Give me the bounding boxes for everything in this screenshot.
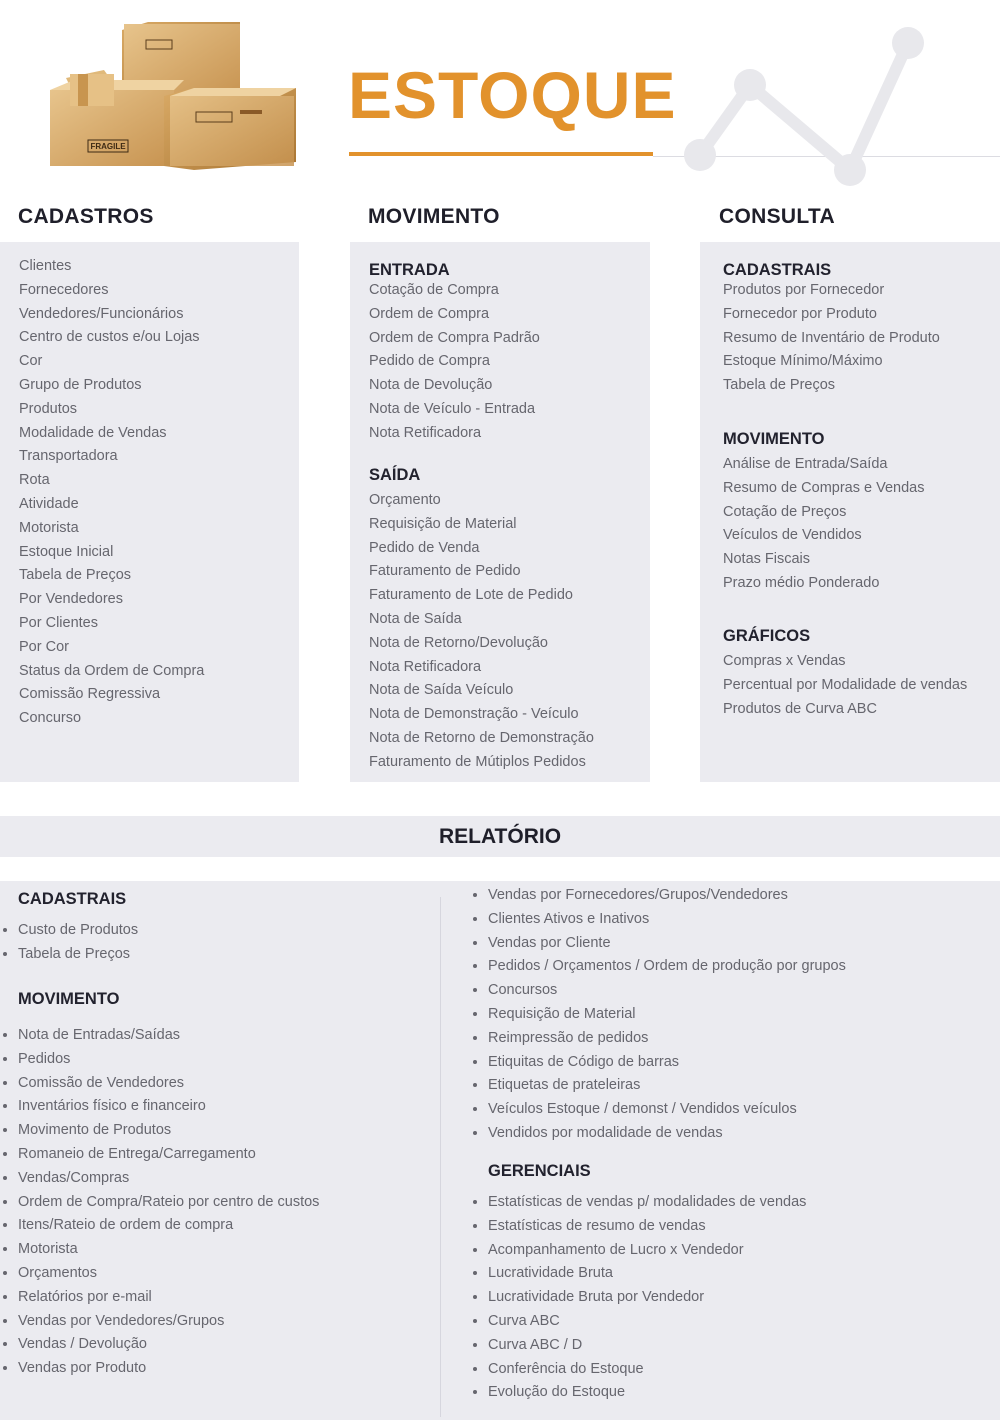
- list-item[interactable]: Percentual por Modalidade de vendas: [723, 676, 968, 693]
- list-item[interactable]: • Acompanhamento de Lucro x Vendedor: [488, 1239, 806, 1263]
- list-item[interactable]: Ordem de Compra: [369, 305, 490, 322]
- list-item[interactable]: • Tabela de Preços: [18, 943, 138, 967]
- graficos-list: [723, 650, 967, 721]
- list-item[interactable]: • Estatísticas de resumo de vendas: [488, 1215, 806, 1239]
- list-item[interactable]: • Evolução do Estoque: [488, 1381, 806, 1405]
- list-item[interactable]: • Pedidos / Orçamentos / Ordem de produção por grupos: [488, 955, 846, 979]
- list-item[interactable]: • Estatísticas de vendas p/ modalidades de vendas: [488, 1191, 806, 1215]
- list-item[interactable]: • Etiquitas de Código de barras: [488, 1051, 846, 1075]
- list-item[interactable]: Fornecedor por Produto: [723, 305, 877, 322]
- list-item[interactable]: Nota de Retorno/Devolução: [369, 634, 548, 651]
- cardboard-boxes-icon: [44, 18, 304, 178]
- list-item[interactable]: • Romaneio de Entrega/Carregamento: [18, 1143, 319, 1167]
- list-item[interactable]: Comissão Regressiva: [19, 686, 161, 703]
- list-item[interactable]: • Vendas / Devolução: [18, 1333, 319, 1357]
- list-item[interactable]: • Comissão de Vendedores: [18, 1072, 319, 1096]
- list-item[interactable]: • Clientes Ativos e Inativos: [488, 908, 846, 932]
- list-item[interactable]: • Custo de Produtos: [18, 919, 138, 943]
- list-item[interactable]: • Movimento de Produtos: [18, 1119, 319, 1143]
- list-item[interactable]: Pedido de Compra: [369, 353, 490, 370]
- list-item[interactable]: Nota de Veículo - Entrada: [369, 400, 536, 417]
- list-item[interactable]: Resumo de Inventário de Produto: [723, 329, 940, 346]
- page-title: ESTOQUE: [348, 58, 677, 132]
- list-item[interactable]: • Etiquetas de prateleiras: [488, 1074, 846, 1098]
- list-item[interactable]: Grupo de Produtos: [19, 376, 142, 393]
- list-item[interactable]: Análise de Entrada/Saída: [723, 456, 888, 472]
- relatorio-movimento-cont-list: [488, 884, 846, 1146]
- list-item[interactable]: Nota Retificadora: [369, 658, 482, 675]
- relatorio-cadastrais-list: [18, 919, 138, 967]
- cadastros-panel: [0, 242, 299, 782]
- list-item[interactable]: Produtos: [19, 400, 78, 417]
- list-item[interactable]: Pedido de Venda: [369, 539, 480, 556]
- list-item[interactable]: Compras x Vendas: [723, 653, 846, 669]
- list-item[interactable]: • Pedidos: [18, 1048, 319, 1072]
- gerenciais-subheading: GERENCIAIS: [488, 1162, 591, 1180]
- fragile-label: FRAGILE: [90, 142, 126, 151]
- list-item[interactable]: Nota de Devolução: [369, 377, 493, 394]
- list-item[interactable]: • Requisição de Material: [488, 1003, 846, 1027]
- list-item[interactable]: Nota de Saída Veículo: [369, 682, 514, 699]
- consulta-movimento-list: [723, 453, 925, 596]
- saida-list: [369, 489, 594, 775]
- list-item[interactable]: Veículos de Vendidos: [723, 527, 862, 544]
- list-item[interactable]: • Vendidos por modalidade de vendas: [488, 1122, 846, 1146]
- cadastros-list: [19, 255, 204, 731]
- list-item[interactable]: • Curva ABC: [488, 1310, 806, 1334]
- list-item[interactable]: • Lucratividade Bruta por Vendedor: [488, 1286, 806, 1310]
- list-item[interactable]: Nota de Saída: [369, 610, 462, 627]
- list-item[interactable]: Nota de Demonstração - Veículo: [369, 706, 579, 723]
- list-item[interactable]: Centro de custos e/ou Lojas: [19, 329, 200, 346]
- movimento-panel: [350, 242, 650, 782]
- list-item[interactable]: Resumo de Compras e Vendas: [723, 479, 925, 496]
- list-item[interactable]: Por Vendedores: [19, 591, 123, 608]
- list-item[interactable]: Cotação de Preços: [723, 503, 847, 520]
- list-item[interactable]: • Vendas por Fornecedores/Grupos/Vendedores: [488, 884, 846, 908]
- graficos-subheading: GRÁFICOS: [723, 627, 811, 645]
- list-item[interactable]: Vendedores/Funcionários: [19, 305, 184, 322]
- list-item[interactable]: • Nota de Entradas/Saídas: [18, 1024, 319, 1048]
- list-item[interactable]: • Itens/Rateio de ordem de compra: [18, 1214, 319, 1238]
- list-item[interactable]: • Lucratividade Bruta: [488, 1262, 806, 1286]
- list-item[interactable]: Prazo médio Ponderado: [723, 574, 880, 591]
- list-item[interactable]: Clientes: [19, 258, 72, 274]
- title-underline: [349, 152, 653, 156]
- list-item[interactable]: • Orçamentos: [18, 1262, 319, 1286]
- list-item[interactable]: Rota: [19, 472, 50, 489]
- list-item[interactable]: Transportadora: [19, 448, 118, 465]
- list-item[interactable]: • Conferência do Estoque: [488, 1358, 806, 1382]
- list-item[interactable]: • Inventários físico e financeiro: [18, 1095, 319, 1119]
- list-item[interactable]: • Curva ABC / D: [488, 1334, 806, 1358]
- consulta-heading: CONSULTA: [719, 205, 835, 228]
- list-item[interactable]: • Vendas por Cliente: [488, 932, 846, 956]
- list-item[interactable]: Estoque Mínimo/Máximo: [723, 353, 883, 370]
- list-item[interactable]: Faturamento de Pedido: [369, 563, 521, 580]
- consulta-cadastrais-subheading: CADASTRAIS: [723, 261, 832, 279]
- list-item[interactable]: Orçamento: [369, 492, 441, 508]
- list-item[interactable]: Cor: [19, 353, 43, 370]
- list-item[interactable]: • Relatórios por e-mail: [18, 1286, 319, 1310]
- saida-subheading: SAÍDA: [369, 466, 421, 484]
- relatorio-cadastrais-subheading: CADASTRAIS: [18, 890, 127, 908]
- list-item[interactable]: Por Clientes: [19, 614, 98, 631]
- page-header: [0, 0, 1000, 190]
- relatorio-bar: [0, 816, 1000, 857]
- list-item[interactable]: Faturamento de Lote de Pedido: [369, 587, 573, 604]
- list-item[interactable]: Motorista: [19, 519, 79, 536]
- list-item[interactable]: Requisição de Material: [369, 515, 517, 532]
- decorative-graph-icon: [670, 15, 960, 200]
- list-item[interactable]: Tabela de Preços: [723, 377, 836, 394]
- list-item[interactable]: Ordem de Compra Padrão: [369, 329, 540, 346]
- relatorio-heading: RELATÓRIO: [438, 825, 562, 848]
- list-item[interactable]: Nota de Retorno de Demonstração: [369, 729, 594, 746]
- list-item[interactable]: Atividade: [19, 495, 79, 512]
- list-item[interactable]: Estoque Inicial: [19, 543, 114, 560]
- list-item[interactable]: Faturamento de Mútiplos Pedidos: [369, 753, 586, 770]
- relatorio-panel: [0, 881, 1000, 1420]
- consulta-panel: [700, 242, 1000, 782]
- relatorio-column-divider: [440, 897, 441, 1417]
- movimento-heading: MOVIMENTO: [368, 205, 500, 228]
- list-item[interactable]: • Concursos: [488, 979, 846, 1003]
- entrada-list: [369, 279, 540, 446]
- list-item[interactable]: • Vendas por Produto: [18, 1357, 319, 1381]
- list-item[interactable]: Modalidade de Vendas: [19, 424, 167, 441]
- list-item[interactable]: • Veículos Estoque / demonst / Vendidos veículos: [488, 1098, 846, 1122]
- list-item[interactable]: • Ordem de Compra/Rateio por centro de custos: [18, 1191, 319, 1215]
- list-item[interactable]: Cotação de Compra: [369, 282, 499, 298]
- entrada-subheading: ENTRADA: [369, 261, 450, 279]
- list-item[interactable]: Status da Ordem de Compra: [19, 662, 205, 679]
- list-item[interactable]: • Reimpressão de pedidos: [488, 1027, 846, 1051]
- relatorio-movimento-subheading: MOVIMENTO: [18, 990, 120, 1008]
- list-item[interactable]: Nota Retificadora: [369, 424, 482, 441]
- list-item[interactable]: Concurso: [19, 710, 82, 727]
- relatorio-movimento-list: [18, 1024, 319, 1381]
- list-item[interactable]: Produtos de Curva ABC: [723, 700, 877, 717]
- list-item[interactable]: Por Cor: [19, 638, 69, 655]
- list-item[interactable]: Tabela de Preços: [19, 567, 132, 584]
- consulta-movimento-subheading: MOVIMENTO: [723, 430, 825, 448]
- list-item[interactable]: Fornecedores: [19, 281, 109, 298]
- list-item[interactable]: Notas Fiscais: [723, 551, 811, 568]
- gerenciais-list: [488, 1191, 806, 1405]
- consulta-cadastrais-list: [723, 279, 940, 398]
- list-item[interactable]: • Vendas por Vendedores/Grupos: [18, 1310, 319, 1334]
- list-item[interactable]: • Motorista: [18, 1238, 319, 1262]
- list-item[interactable]: Produtos por Fornecedor: [723, 282, 885, 298]
- cadastros-heading: CADASTROS: [18, 205, 154, 228]
- list-item[interactable]: • Vendas/Compras: [18, 1167, 319, 1191]
